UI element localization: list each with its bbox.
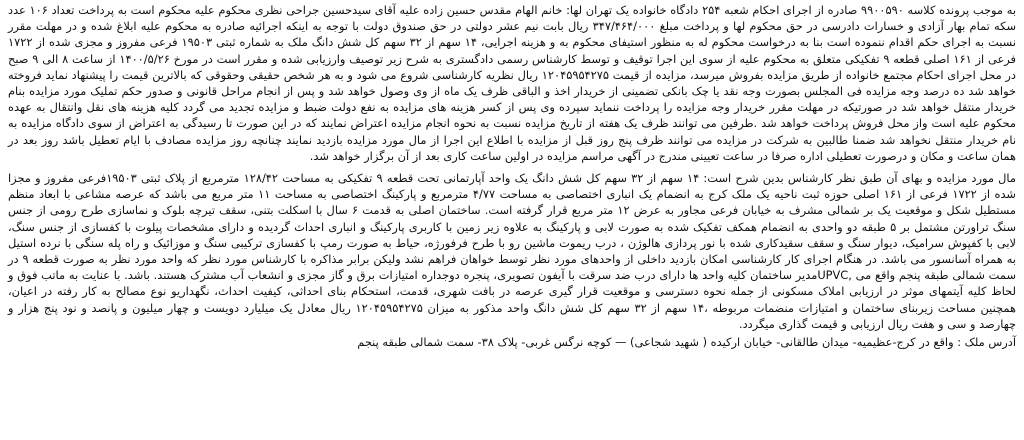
notice-paragraph-property-valuation: مال مورد مزایده و بهای آن طبق نظر کارشناس بدین شرح است: ۱۴ سهم از ۳۲ سهم کل شش دانگ یک واحد آپارتمانی تحت قطعه ۹ تفکیکی به مساحت ۱۲۸/۴۲ مترمربع از پلاک ثبتی ۱۹۵۰۳فرعی مفروز و مجزا شده از ۱۷۲۲ فرعی از ۱۶۱ اصلی حوزه ثبت ناحیه یک ملک کرج به انضمام یک انباری اختصاصی به مساحت ۴/۷۷ مترمربع و پارکینگ اختصاصی به مساحت ۱۱ متر مربع می باشد که عرصه مشاعی با ابعاد منظم مستطیل شکل و موقعیت یک بر شمالی مشرف به خیابان فرعی مجاور به عرض ۱۲ متر مربع قرار گرفته است. ساختمان اصلی به قدمت ۶ سال با اسکلت بتنی، سقف تیرچه بلوک و نماسازی طرح رومی از جنس سنگ تراورتن مشتمل بر ۵ طبقه دو واحدی به انضمام همکف تفکیک شده به صورت لابی و پارکینگ به علاوه زیر زمین با کاربری پارکینگ و انباری احداث گردیده و دارای مشخصات پیلوت با کفسازی از جنس سنگ، لابی با کفپوش سرامیک، دیوار سنگ و سقف سقیدکاری شده با نور پردازی هالوژن ، درب ریموت ماشین رو با طرح فرفورژه، حیاط به صورت رمپ با کفسازی ترکیبی سنگ و موزائیک و راه پله سنگی با نرده استیل به همراه آسانسور می باشد. در هنگام اجرای کار کارشناسی امکان بازدید داخلی از واحدهای مورد نظر توسط خواهان فراهم نشد ولیکن برابر مذاکره با کارشناس مورد نظر که واحد مورد نظر به صورت قطعه ۹ در سمت شمالی طبقه پنجم واقع می ,UPVCمدیر ساختمان کلیه واحد ها دارای درب ضد سرقت با آیفون تصویری، پنجره دوجداره امتیازات برق و گاز مجزی و انشعاب آب مشترک هستند. باشد. با عنایت به ماتب فوق و لحاظ کلیه آیتمهای موثر در ارزیابی املاک مسکونی از جمله نحوه دسترسی و موقعیت قرار گیری عرصه در بافت شهری، قدمت، استحکام بنای احداثی، کیفیت احداث، نگهداریو نوع مصالح به کار رفته در اعیان، همچنین مساحت زیربنای ساختمان و امتیازات منضمات مربوطه ،۱۴ سهم از ۳۲ سهم کل شش دانگ واحد مذکور به میزان ۱۲۰۴۵۹۵۴۲۷۵ ریال معادل یک میلیارد دویست و چهار میلیون و پانصد و نود پنج هزار و چهارصد و سی و هفت ریال ارزیابی و قیمت گذاری میگردد.	[8, 171, 1017, 331]
property-address: آدرس ملک : واقع در کرج-عظیمیه- میدان طالقانی- خیابان ارکیده ( شهید شجاعی) — کوچه نرگس غربی- پلاک ۳۸- سمت شمالی طبقه پنجم	[357, 335, 1016, 350]
notice-paragraph-auction-terms: به موجب پرونده کلاسه ۹۹۰۰۵۹۰ صادره از اجرای احکام شعبه ۲۵۴ دادگاه خانواده یک تهران لها: خانم الهام مقدس حسین زاده علیه آقای سیدحسین جراحی نظری محکوم علیه محکوم است به پرداخت تعداد ۱۰۶ عدد سکه تمام بهار آزادی و خسارات دادرسی در حق محکوم لها و پرداخت مبلغ ۳۴۷/۴۶۴/۰۰۰ ریال بابت نیم عشر دولتی در حق صندوق دولت با توجه به اینکه اجرائیه صادره به محکوم علیه ابلاغ شده و در مهلت مقرر نسبت به اجرای حکم اقدام ننموده است بنا به درخواست محکوم له به منظور استیفای محکوم به و هزینه اجرایی، ۱۴ سهم از ۳۲ سهم کل شش دانگ ملک به شماره ثبتی ۱۹۵۰۳ فرعی مفروز و مجزی شده از ۱۷۲۲ فرعی از ۱۶۱ اصلی قطعه ۹ تفکیکی متعلق به محکوم علیه از سوی این اجرا توقیف و توسط کارشناس رسمی دادگستری به شرح زیر توصیف وارزیابی شده و مقرر است در مورخ ۱۴۰۰/۵/۲۶ از ساعت ۸ الی ۹ صبح در محل اجرای احکام مجتمع خانواده از طریق مزایده بفروش میرسد، مزایده از قیمت ۱۲۰۴۵۹۵۴۲۷۵ ریال نظریه کارشناسی شروع می شود و به هر شخص حقیقی وحقوقی که بالاترین قیمت را پیشنهاد نماید فروخته خواهد شد ده درصد وجه مزایده فی المجلس بصورت وجه نقد یا چک بانکی تضمینی از خریدار اخذ و الباقی ظرف یک ماه از وی وصول خواهد شد و پس از انجام مراحل قانونی و صدور حکم تملیک مورد مزایده بنام خریدار منتقل خواهد شد در صورتیکه در مهلت مقرر خریدار وجه مزایده را پرداخت ننماید سپرده وی پس از کسر هزینه های مزایده به نفع دولت ضبط و مزایده تجدید می گردد کلیه هزینه های نقل وانتقال به عهده محکوم علیه است واز محل فروش پرداخت خواهد شد .طرفین می توانند ظرف یک هفته از تاریخ مزایده نسبت به نحوه انجام مزایده اعتراض نمایند که در این صورت تا رسیدگی به اعتراض از سوی دادگاه مزایده به نام خریدار منتقل نخواهد شد ضمنا طالبین به شرکت در مزایده می توانند ظرف پنج روز قبل از مزایده با اطلاع این اجرا از مال مورد مزایده بازدید نمایند چنانچه روز مزایده مصادف با ایام تعطیل باشد روز بعد در همان ساعت و مکان و درصورت تعطیلی اداره صرفا در ساعت تعیینی مندرج در آگهی مراسم مزایده در اولین ساعت کاری بعد از آن برگزار خواهد شد.	[8, 3, 1016, 163]
